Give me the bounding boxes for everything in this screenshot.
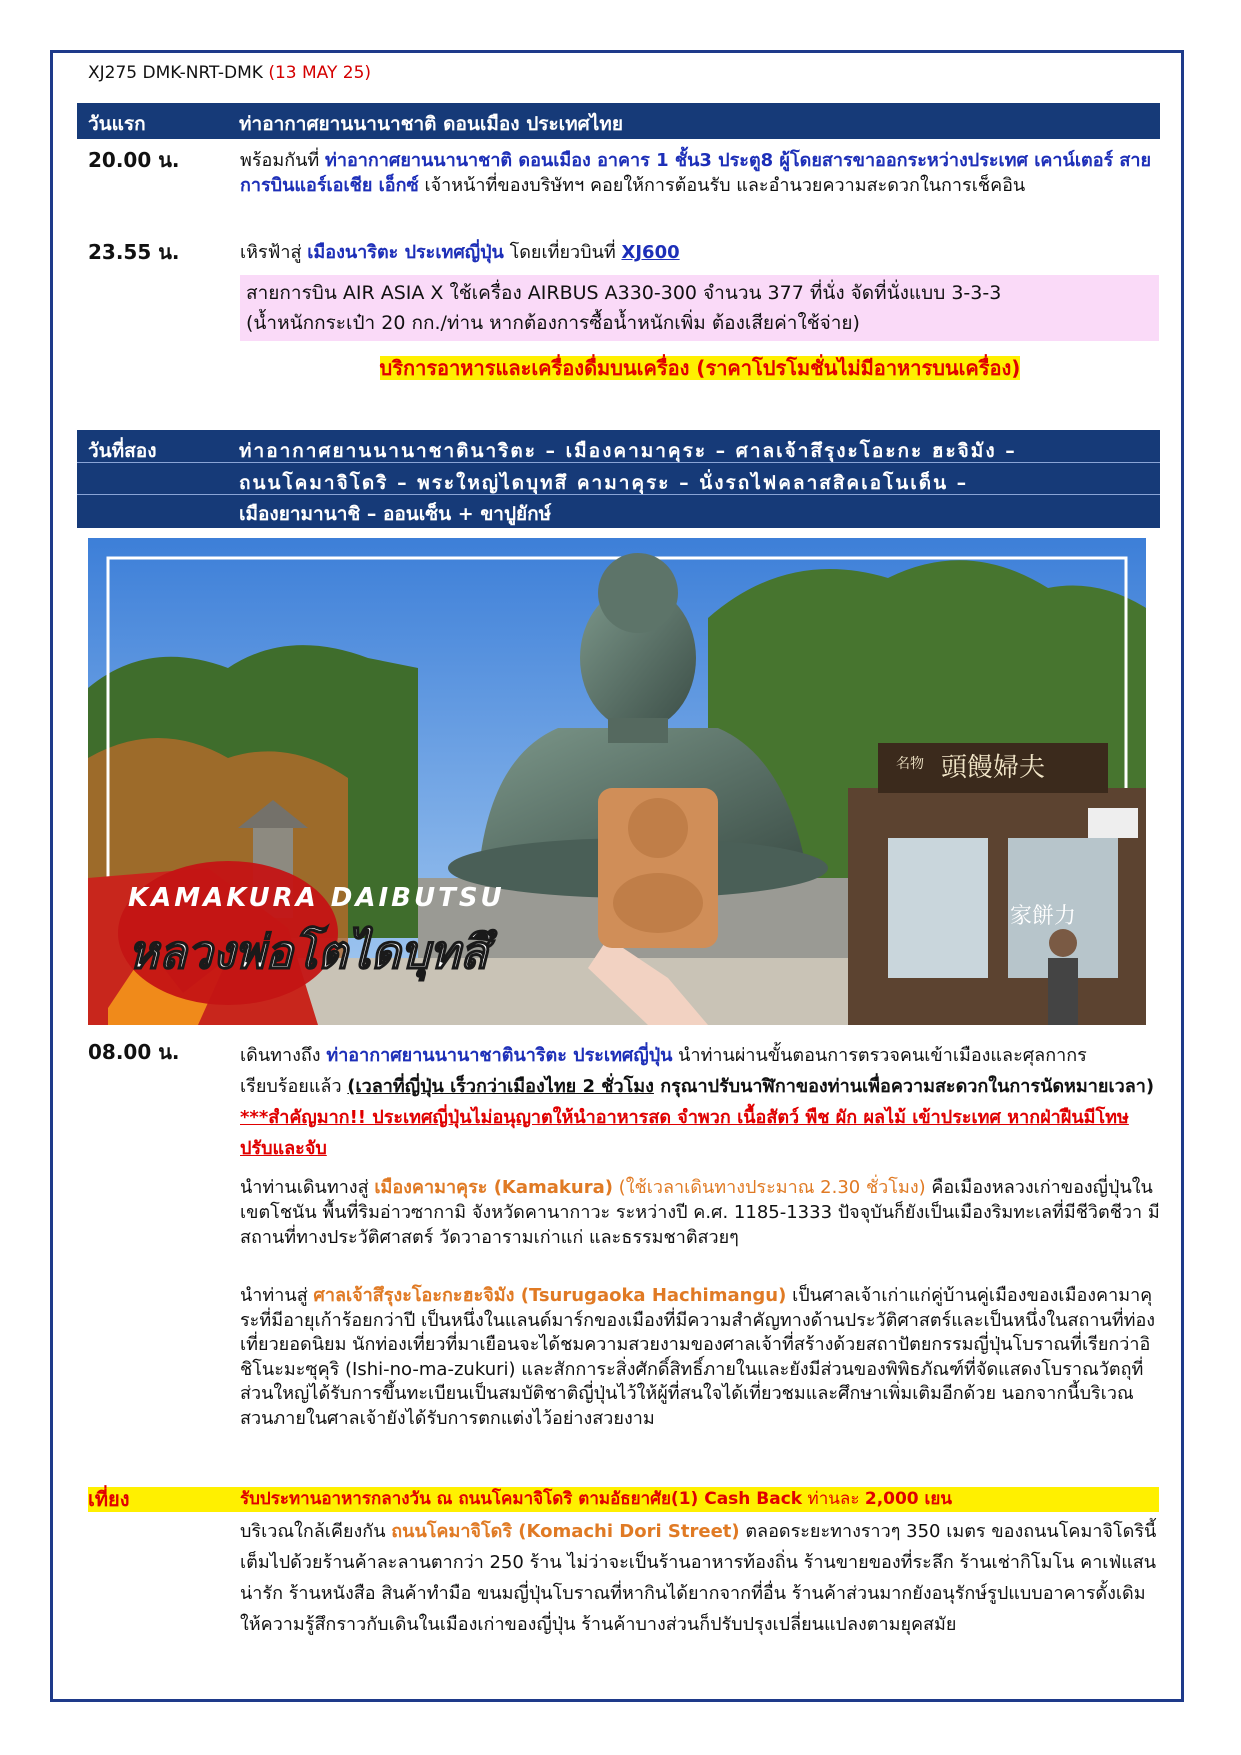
time-label: 23.55 น. — [88, 240, 180, 264]
day2-title-line: ถนนโคมาจิโดริ – พระใหญ่ไดบุทสึ คามาคุระ – นั่งรถไฟคลาสสิคเอโนเด็น – — [239, 472, 969, 494]
cash-back: Cash Back — [698, 1489, 803, 1509]
time-label: 20.00 น. — [88, 148, 180, 172]
tour-code: XJ275 DMK-NRT-DMK — [88, 63, 263, 83]
shrine-highlight: ศาลเจ้าสึรุงะโอะกะฮะจิมัง (Tsurugaoka Hachimangu) — [313, 1285, 787, 1306]
day1-label: วันแรก — [88, 113, 146, 135]
item-text: เหิรฟ้าสู่ เมืองนาริตะ ประเทศญี่ปุ่น โดยเที่ยวบินที่ XJ600 — [240, 242, 680, 263]
destination-highlight: เมืองนาริตะ ประเทศญี่ปุ่น — [307, 242, 504, 263]
time-label: เที่ยง — [88, 1487, 130, 1511]
komachi-highlight: ถนนโคมาจิโดริ (Komachi Dori Street) — [391, 1521, 740, 1542]
cash-back-amount: 2,000 เยน — [864, 1489, 952, 1509]
lunch-text: รับประทานอาหารกลางวัน ณ ถนนโคมาจิโดริ ตามอัธยาศัย(1) Cash Back ท่านละ 2,000 เยน — [240, 1489, 952, 1509]
item-text: นำท่านเดินทางสู่ เมืองคามาคุระ (Kamakura) (ใช้เวลาเดินทางประมาณ 2.30 ชั่วโมง) คือเมืองหลวงเก่าของญี่ปุ่นในเขตโชนัน พื้นที่ริมอ่าวซากามิ จังหวัดคานากาวะ ระหว่างปี ค.ศ. 1185-1333 ปัจจุบันก็ยังเป็นเมืองริมทะเลที่มีชีวิตชีวา มีสถานที่ทางประวัติศาสตร์ วัดวาอารามเก่าแก่ และธรรมชาติสวยๆ — [240, 1177, 1160, 1248]
day2-label: วันที่สอง — [88, 440, 157, 462]
airport-highlight: ท่าอากาศยานนานาชาติ ดอนเมือง อาคาร 1 ชั้น3 ประตู8 ผู้โดยสารขาออกระหว่างประเทศ เคาน์เตอร์ สายการบินแอร์เอเชีย เอ็กซ์ — [240, 150, 1152, 196]
shrine-paragraph — [88, 1284, 1160, 1484]
day2-item-arrival — [88, 1040, 1160, 1168]
day1-item-flight — [88, 240, 1160, 268]
tour-code-header — [88, 63, 371, 83]
time-label: 08.00 น. — [88, 1040, 180, 1064]
divider — [77, 462, 1160, 463]
customs-warning: ***สำคัญมาก!! ประเทศญี่ปุ่นไม่อนุญาตให้นำอาหารสด จำพวก เนื้อสัตว์ พืช ผัก ผลไม้ เข้าประเทศ หากฝ่าฝืนมีโทษปรับและจับ — [240, 1107, 1129, 1159]
tour-date: (13 MAY 25) — [268, 63, 372, 83]
item-text: บริเวณใกล้เคียงกัน ถนนโคมาจิโดริ (Komachi Dori Street) ตลอดระยะทางราวๆ 350 เมตร ของถนนโคมาจิโดรินี้ เต็มไปด้วยร้านค้าละลานตากว่า 250 ร้าน ไม่ว่าจะเป็นร้านอาหารท้องถิ่น ร้านขายของที่ระลึก ร้านเช่ากิโมโน คาเฟ่แสนน่ารัก ร้านหนังสือ สินค้าทำมือ ขนมญี่ปุ่นโบราณที่หากินได้ยากจากที่อื่น ร้านค้าส่วนมากยังอนุรักษ์รูปแบบอาคารดั้งเดิม ให้ความรู้สึกราวกับเดินในเมืองเก่าของญี่ปุ่น ร้านค้าบางส่วนก็ปรับปรุงเปลี่ยนแปลงตามยุคสมัย — [240, 1521, 1157, 1635]
day2-title-line: เมืองยามานาชิ – ออนเซ็น + ขาปูยักษ์ — [239, 503, 552, 525]
shop-sign-small: 名物 — [896, 756, 924, 772]
day1-header — [77, 103, 1160, 139]
airport-highlight: ท่าอากาศยานนานาชาตินาริตะ ประเทศญี่ปุ่น — [326, 1045, 673, 1066]
kamakura-highlight: เมืองคามาคุระ (Kamakura) — [374, 1177, 613, 1198]
day2-header — [77, 430, 1160, 528]
item-text: พร้อมกันที่ ท่าอากาศยานนานาชาติ ดอนเมือง อาคาร 1 ชั้น3 ประตู8 ผู้โดยสารขาออกระหว่างประเทศ เคาน์เตอร์ สายการบินแอร์เอเชีย เอ็กซ์ เจ้าหน้าที่ของบริษัทฯ คอยให้การต้อนรับ และอำนวยความสะดวกในการเช็คอิน — [240, 150, 1152, 196]
airline-note-line: (น้ำหนักกระเป๋า 20 กก./ท่าน หากต้องการซื้อน้ำหนักเพิ่ม ต้องเสียค่าใช้จ่าย) — [246, 312, 860, 334]
caption-english: KAMAKURA DAIBUTSU — [128, 883, 505, 913]
day1-title: ท่าอากาศยานนานาชาติ ดอนเมือง ประเทศไทย — [239, 113, 623, 135]
airline-note-line: สายการบิน AIR ASIA X ใช้เครื่อง AIRBUS A330-300 จำนวน 377 ที่นั่ง จัดที่นั่งแบบ 3-3-3 — [246, 282, 1002, 304]
travel-duration: (ใช้เวลาเดินทางประมาณ 2.30 ชั่วโมง) — [612, 1177, 926, 1198]
shop-sign-side: 家餅力 — [1009, 904, 1077, 929]
kamakura-paragraph — [88, 1175, 1160, 1277]
day1-item-checkin — [88, 148, 1160, 226]
divider — [77, 494, 1160, 495]
time-difference-note: (เวลาที่ญี่ปุ่น เร็วกว่าเมืองไทย 2 ชั่วโมง — [347, 1076, 654, 1097]
komachi-paragraph — [88, 1516, 1160, 1676]
flight-number: XJ600 — [621, 242, 680, 263]
day2-title-line: ท่าอากาศยานนานาชาตินาริตะ – เมืองคามาคุระ – ศาลเจ้าสึรุงะโอะกะ ฮะจิมัง – — [239, 440, 1017, 462]
airline-note-box — [240, 275, 1159, 341]
item-text: เดินทางถึง ท่าอากาศยานนานาชาตินาริตะ ประเทศญี่ปุ่น นำท่านผ่านขั้นตอนการตรวจคนเข้าเมืองและศุลกากร เรียบร้อยแล้ว (เวลาที่ญี่ปุ่น เร็วกว่าเมืองไทย 2 ชั่วโมง กรุณาปรับนาฬิกาของท่านเพื่อความสะดวกในการนัดหมายเวลา) ***สำคัญมาก!! ประเทศญี่ปุ่นไม่อนุญาตให้นำอาหารสด จำพวก เนื้อสัตว์ พืช ผัก ผลไม้ เข้าประเทศ หากฝ่าฝืนมีโทษปรับและจับ — [240, 1045, 1155, 1159]
kamakura-daibutsu-photo — [88, 538, 1146, 1025]
meal-note: บริการอาหารและเครื่องดื่มบนเครื่อง (ราคาโปรโมชั่นไม่มีอาหารบนเครื่อง) — [379, 356, 1021, 380]
shop-sign: 頭饅婦夫 — [940, 753, 1046, 783]
lunch-row — [88, 1487, 1160, 1513]
photo-illustration — [88, 538, 1146, 1025]
item-text: นำท่านสู่ ศาลเจ้าสึรุงะโอะกะฮะจิมัง (Tsurugaoka Hachimangu) เป็นศาลเจ้าเก่าแก่คู่บ้านคู่เมืองของเมืองคามาคุระที่มีอายุเก้าร้อยกว่าปี เป็นหนึ่งในแลนด์มาร์กของเมืองที่มีความสำคัญทางด้านประวัติศาสตร์และเป็นหนึ่งในสถานที่ท่องเที่ยวยอดนิยม นักท่องเที่ยวที่มาเยือนจะได้ชมความสวยงามของศาลเจ้าที่สร้างด้วยสถาปัตยกรรมญี่ปุ่นโบราณที่เรียกว่าอิชิโนะมะซุคุริ (Ishi-no-ma-zukuri) และสักการะสิ่งศักดิ์สิทธิ์ภายในและยังมีส่วนของพิพิธภัณฑ์ที่จัดแสดงโบราณวัตถุที่ส่วนใหญ่ได้รับการขึ้นทะเบียนเป็นสมบัติชาติญี่ปุ่นไว้ให้ผู้ที่สนใจได้เที่ยวชมและศึกษาเพิ่มเติมอีกด้วย นอกจากนี้บริเวณสวนภายในศาลเจ้ายังได้รับการตกแต่งไว้อย่างสวยงาม — [240, 1285, 1156, 1429]
caption-thai: หลวงพ่อโตไดบุทสึ — [128, 925, 488, 979]
